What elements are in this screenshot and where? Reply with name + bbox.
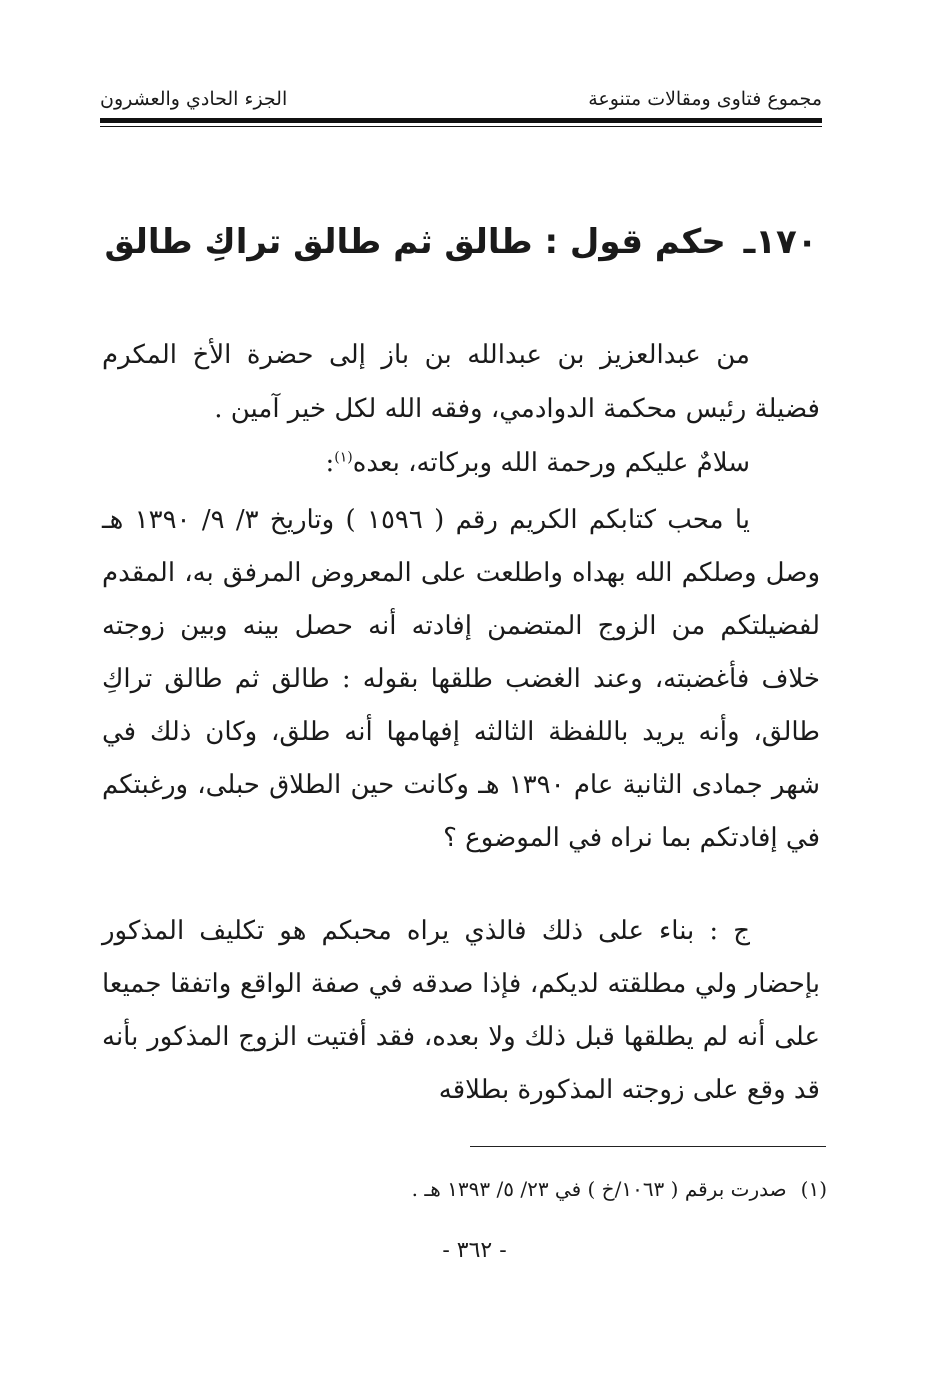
header-rule-thin bbox=[100, 126, 822, 127]
footnote-reference: (١) bbox=[334, 449, 353, 466]
header-rule-thick bbox=[100, 118, 822, 123]
footnote-mark: (١) bbox=[800, 1177, 827, 1201]
fatwa-title bbox=[100, 212, 822, 272]
footnote bbox=[412, 1174, 827, 1204]
greeting-text: سلامٌ عليكم ورحمة الله وبركاته، بعده bbox=[352, 448, 750, 478]
page-number: - ٣٦٢ - bbox=[442, 1238, 507, 1263]
footnote-text: صدرت برقم ( ١٠٦٣/خ ) في ٢٣/ ٥/ ١٣٩٣ هـ . bbox=[411, 1177, 787, 1201]
greeting-colon: : bbox=[325, 448, 335, 478]
footnote-separator bbox=[470, 1146, 826, 1147]
fatwa-title-text: حكم قول : طالق ثم طالق تراكِ طالق bbox=[104, 222, 726, 262]
question-text: يا محب كتابكم الكريم رقم ( ١٥٩٦ ) وتاريخ ٣/ ٩/ ١٣٩٠ هـ وصل وصلكم الله بهداه واطلعت على المعروض المرفق به، المقدم لفضيلتكم من الزوج المتضمن إفادته أنه حصل بينه وبين زوجته خلاف فأغضبته، وعند الغضب طلقها بقوله : طالق ثم طالق تراكِ طالق، وأنه يريد باللفظة الثالثه إفهامها أنه طلق، وكان ذلك في شهر جمادى الثانية عام ١٣٩٠ هـ وكانت حين الطلاق حبلى، ورغبتكم في إفادتكم بما نراه في الموضوع ؟ bbox=[102, 505, 821, 853]
fatwa-number: ١٧٠ـ bbox=[743, 222, 818, 262]
question-paragraph bbox=[102, 494, 820, 865]
intro-text: من عبدالعزيز بن عبدالله بن باز إلى حضرة الأخ المكرم فضيلة رئيس محكمة الدوادمي، وفقه الله لكل خير آمين . bbox=[102, 340, 820, 424]
answer-paragraph bbox=[102, 905, 820, 1117]
greeting-paragraph bbox=[102, 436, 820, 490]
header-volume: الجزء الحادي والعشرون bbox=[100, 88, 288, 110]
answer-text: ج : بناء على ذلك فالذي يراه محبكم هو تكليف المذكور بإحضار ولي مطلقته لديكم، فإذا صدقه في صفة الواقع واتفقا جميعا على أنه لم يطلقها قبل ذلك ولا بعده، فقد أفتيت الزوج المذكور بأنه قد وقع على زوجته المذكورة بطلاقه bbox=[102, 916, 820, 1105]
intro-paragraph bbox=[102, 328, 820, 436]
header-book-title: مجموع فتاوى ومقالات متنوعة bbox=[588, 88, 822, 110]
